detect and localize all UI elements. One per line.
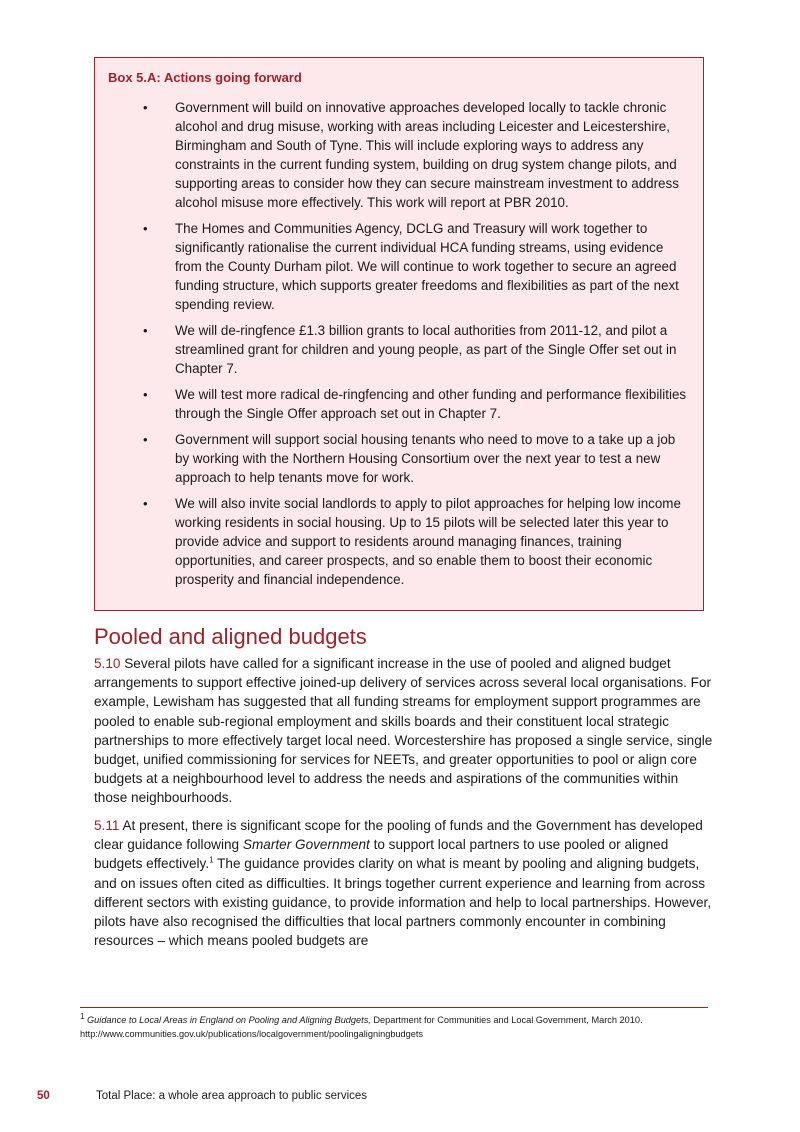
- paragraph-number: 5.10: [94, 656, 121, 671]
- footnote-source: Department for Communities and Local Government, March 2010.: [370, 1015, 643, 1025]
- list-item: • We will de-ringfence £1.3 billion grants to local authorities from 2011-12, and pilot a streamlined grant for children and young people, as part of the Single Offer set out in Chapter 7.: [143, 323, 677, 376]
- actions-list: [95, 98, 703, 596]
- box-title: Box 5.A: Actions going forward: [108, 70, 302, 85]
- footnote-title: Guidance to Local Areas in England on Pooling and Aligning Budgets,: [87, 1015, 371, 1025]
- paragraph-5-11: 5.11 At present, there is significant scope for the pooling of funds and the Government has developed clear guidance following Smarter Government to support local partners to use pooled or aligned budgets effectively.$^1$ The guidance provides clarity on what is meant by pooling and aligning budgets, and on issues often cited as difficulties. It brings together current experience and learning from across different sectors with existing guidance, to provide information and help to local partnerships. However, pilots have also recognised the difficulties that local partners commonly encounter in combining resources – which means pooled budgets are: [94, 818, 712, 949]
- list-item: • We will test more radical de-ringfencing and other funding and performance flexibilities through the Single Offer approach set out in Chapter 7.: [143, 387, 687, 421]
- footnote-ref[interactable]: 1: [209, 855, 214, 865]
- list-item: • Government will build on innovative approaches developed locally to tackle chronic alcohol and drug misuse, working with areas including Leicester and Leicestershire, Birmingham and South of Tyne. This will include exploring ways to address any constraints in the current funding system, building on drug system change pilots, and supporting areas to consider how they can secure mainstream investment to address alcohol misuse more effectively. This work will report at PBR 2010.: [143, 100, 679, 210]
- bullet-icon: •: [143, 432, 148, 447]
- page-number: 50: [37, 1090, 50, 1102]
- footnote: [80, 1013, 720, 1041]
- publication-title: Smarter Government: [242, 837, 370, 853]
- paragraph-5-10: 5.10 Several pilots have called for a significant increase in the use of pooled and aligned budget arrangements to support effective joined-up delivery of services across several local organisations. For example, Lewisham has suggested that all funding streams for employment support programmes are pooled to enable sub-regional employment and skills boards and their constituent local strategic partnerships to more effectively target local need. Worcestershire has proposed a single service, single budget, unified commissioning for services for NEETs, and greater opportunities to pool or align core budgets at a neighbourhood level to address the needs and aspirations of the communities within those neighbourhoods.: [94, 656, 713, 806]
- actions-box: [94, 57, 704, 611]
- list-item: • We will also invite social landlords to apply to pilot approaches for helping low income working residents in social housing. Up to 15 pilots will be selected later this year to provide advice and support to residents around managing finances, training opportunities, and career prospects, and so enable them to boost their economic prosperity and financial independence.: [143, 496, 681, 587]
- list-item: • The Homes and Communities Agency, DCLG and Treasury will work together to significantly rationalise the current individual HCA funding streams, using evidence from the County Durham pilot. We will continue to work together to secure an agreed funding structure, which supports greater freedoms and flexibilities as part of the next spending review.: [143, 221, 679, 312]
- bullet-icon: •: [143, 387, 148, 402]
- running-title: Total Place: a whole area approach to public services: [96, 1090, 368, 1102]
- footnote-number: 1: [80, 1011, 85, 1021]
- bullet-icon: •: [143, 496, 148, 511]
- place-name: Worcestershire: [394, 732, 486, 748]
- bullet-icon: •: [143, 323, 148, 338]
- paragraph-number: 5.11: [94, 818, 120, 833]
- section-heading: Pooled and aligned budgets: [94, 624, 367, 649]
- list-item: • Government will support social housing tenants who need to move to a take up a job by working with the Northern Housing Consortium over the next year to test a new approach to help tenants move for work.: [143, 432, 676, 485]
- bullet-icon: •: [143, 100, 148, 115]
- place-name: Lewisham: [152, 694, 215, 710]
- footnote-url[interactable]: http://www.communities.gov.uk/publications/localgovernment/poolingaligningbudgets: [80, 1029, 424, 1039]
- footnote-divider: [80, 1007, 708, 1008]
- bullet-icon: •: [143, 221, 148, 236]
